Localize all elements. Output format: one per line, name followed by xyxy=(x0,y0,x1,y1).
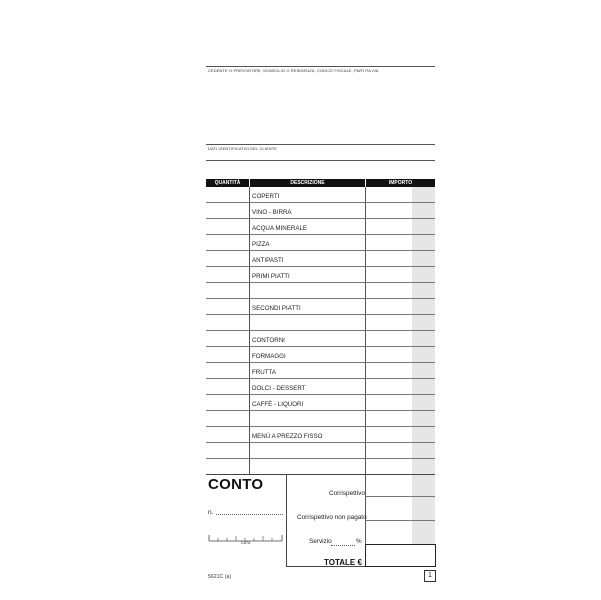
table-row-line xyxy=(206,362,435,363)
table-row-line xyxy=(206,202,435,203)
item-menu-prezzo-fisso: MENÙ A PREZZO FISSO xyxy=(252,433,323,440)
cliente-line xyxy=(206,144,435,145)
table-row-line xyxy=(206,266,435,267)
item-pizza: PIZZA xyxy=(252,241,270,248)
corrispettivo-label: Corrispettivo xyxy=(329,490,365,497)
item-formaggi: FORMAGGI xyxy=(252,353,286,360)
page-number-box: 1 xyxy=(424,570,436,582)
item-contorni: CONTORNI xyxy=(252,337,285,344)
table-row-line xyxy=(206,378,435,379)
item-acqua-minerale: ACQUA MINERALE xyxy=(252,225,308,232)
column-header-quantita: QUANTITÀ xyxy=(214,180,241,186)
table-row-line xyxy=(206,314,435,315)
table-row-line xyxy=(206,458,435,459)
table-row-line xyxy=(206,442,435,443)
cedente-caption: CEDENTE O PRESTATORE, DOMICILIO O RESIDENZA, CODICE FISCALE, PARTITA IVA xyxy=(208,68,379,73)
cliente-line-2 xyxy=(206,160,435,161)
table-row-line xyxy=(206,426,435,427)
totale-field[interactable] xyxy=(365,544,436,567)
item-antipasti: ANTIPASTI xyxy=(252,257,284,264)
item-primi-piatti: PRIMI PIATTI xyxy=(252,273,290,280)
totale-label: TOTALE € xyxy=(324,558,362,567)
servizio-label: Servizio xyxy=(309,538,332,545)
corrispettivo-non-pagato-label: Corrispettivo non pagato xyxy=(297,514,367,521)
item-vino-birra: VINO - BIRRA xyxy=(252,209,292,216)
date-label: DATA xyxy=(241,541,251,545)
conto-title: CONTO xyxy=(208,476,264,493)
servizio-percent-sign: % xyxy=(356,538,362,545)
table-row-line xyxy=(206,330,435,331)
item-frutta: FRUTTA xyxy=(252,369,276,376)
table-row-line xyxy=(206,394,435,395)
corrispettivo-non-pagato-line xyxy=(366,520,435,521)
item-secondi-piatti: SECONDI PIATTI xyxy=(252,305,301,312)
corrispettivo-line xyxy=(366,496,435,497)
item-caffe-liquori: CAFFÈ - LIQUORI xyxy=(252,401,304,408)
number-label: n. xyxy=(208,509,214,516)
column-header-importo: IMPORTO xyxy=(388,180,413,186)
table-row-line xyxy=(206,218,435,219)
cliente-caption: DATI IDENTIFICATIVI DEL CLIENTE xyxy=(208,146,278,151)
servizio-percent-field[interactable] xyxy=(331,545,355,546)
table-row-line xyxy=(206,298,435,299)
table-row-line xyxy=(206,410,435,411)
number-field[interactable] xyxy=(216,514,283,515)
table-row-line xyxy=(206,234,435,235)
table-row-line xyxy=(206,282,435,283)
table-row-line xyxy=(206,250,435,251)
form-code: 5621C (a) xyxy=(208,574,232,580)
column-header-descrizione: DESCRIZIONE xyxy=(290,180,325,186)
date-field[interactable] xyxy=(208,530,283,540)
item-coperti: COPERTI xyxy=(252,193,280,200)
cedente-line xyxy=(206,66,435,67)
item-dolci-dessert: DOLCI - DESSERT xyxy=(252,385,306,392)
table-row-line xyxy=(206,346,435,347)
